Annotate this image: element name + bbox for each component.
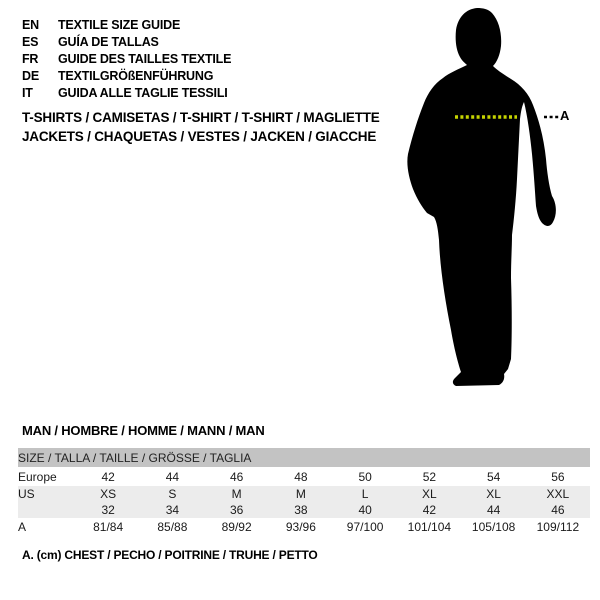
category-jackets: JACKETS / CHAQUETAS / VESTES / JACKEN / GIACCHE <box>22 129 377 144</box>
cell: 46 <box>205 467 269 486</box>
cell: 50 <box>333 467 397 486</box>
cell: M <box>269 486 333 502</box>
cell: 109/112 <box>526 518 590 536</box>
cell: 56 <box>526 467 590 486</box>
cell: 42 <box>76 467 140 486</box>
cell: 105/108 <box>462 518 526 536</box>
lang-code: ES <box>22 35 39 49</box>
row-label: US <box>18 486 76 502</box>
row-label <box>18 502 76 518</box>
lang-title: GUIDA ALLE TAGLIE TESSILI <box>58 86 228 100</box>
measure-label-a: A <box>560 108 570 123</box>
cell: 101/104 <box>397 518 461 536</box>
lang-code: EN <box>22 18 39 32</box>
lang-title: TEXTILGRÖßENFÜHRUNG <box>58 69 214 83</box>
lang-code: IT <box>22 86 33 100</box>
table-row-europe <box>18 467 590 486</box>
table-row-us-letters <box>18 486 590 502</box>
cell: 97/100 <box>333 518 397 536</box>
cell: 44 <box>462 502 526 518</box>
size-table-header-row <box>18 448 590 467</box>
lang-code: FR <box>22 52 39 66</box>
cell: 36 <box>205 502 269 518</box>
lang-code: DE <box>22 69 39 83</box>
cell: 38 <box>269 502 333 518</box>
cell: M <box>205 486 269 502</box>
table-row-us-numbers <box>18 502 590 518</box>
cell: 93/96 <box>269 518 333 536</box>
cell: 32 <box>76 502 140 518</box>
row-label: Europe <box>18 467 76 486</box>
cell: 48 <box>269 467 333 486</box>
cell: 85/88 <box>140 518 204 536</box>
category-tshirts: T-SHIRTS / CAMISETAS / T-SHIRT / T-SHIRT / MAGLIETTE <box>22 110 380 125</box>
cell: 54 <box>462 467 526 486</box>
cell: 89/92 <box>205 518 269 536</box>
cell: L <box>333 486 397 502</box>
cell: S <box>140 486 204 502</box>
cell: 42 <box>397 502 461 518</box>
cell: 34 <box>140 502 204 518</box>
lang-title: GUÍA DE TALLAS <box>58 35 159 49</box>
cell: XXL <box>526 486 590 502</box>
cell: 52 <box>397 467 461 486</box>
table-row-chest-a <box>18 518 590 536</box>
cell: 46 <box>526 502 590 518</box>
row-label: A <box>18 518 76 536</box>
cell: 81/84 <box>76 518 140 536</box>
cell: XL <box>397 486 461 502</box>
measurement-footnote: A. (cm) CHEST / PECHO / POITRINE / TRUHE / PETTO <box>22 548 318 562</box>
section-label-man: MAN / HOMBRE / HOMME / MANN / MAN <box>22 423 265 438</box>
size-table <box>18 448 590 536</box>
cell: XS <box>76 486 140 502</box>
lang-title: GUIDE DES TAILLES TEXTILE <box>58 52 232 66</box>
lang-title: TEXTILE SIZE GUIDE <box>58 18 181 32</box>
cell: XL <box>462 486 526 502</box>
size-table-header: SIZE / TALLA / TAILLE / GRÖSSE / TAGLIA <box>18 448 590 467</box>
cell: 40 <box>333 502 397 518</box>
cell: 44 <box>140 467 204 486</box>
man-silhouette <box>407 8 556 386</box>
